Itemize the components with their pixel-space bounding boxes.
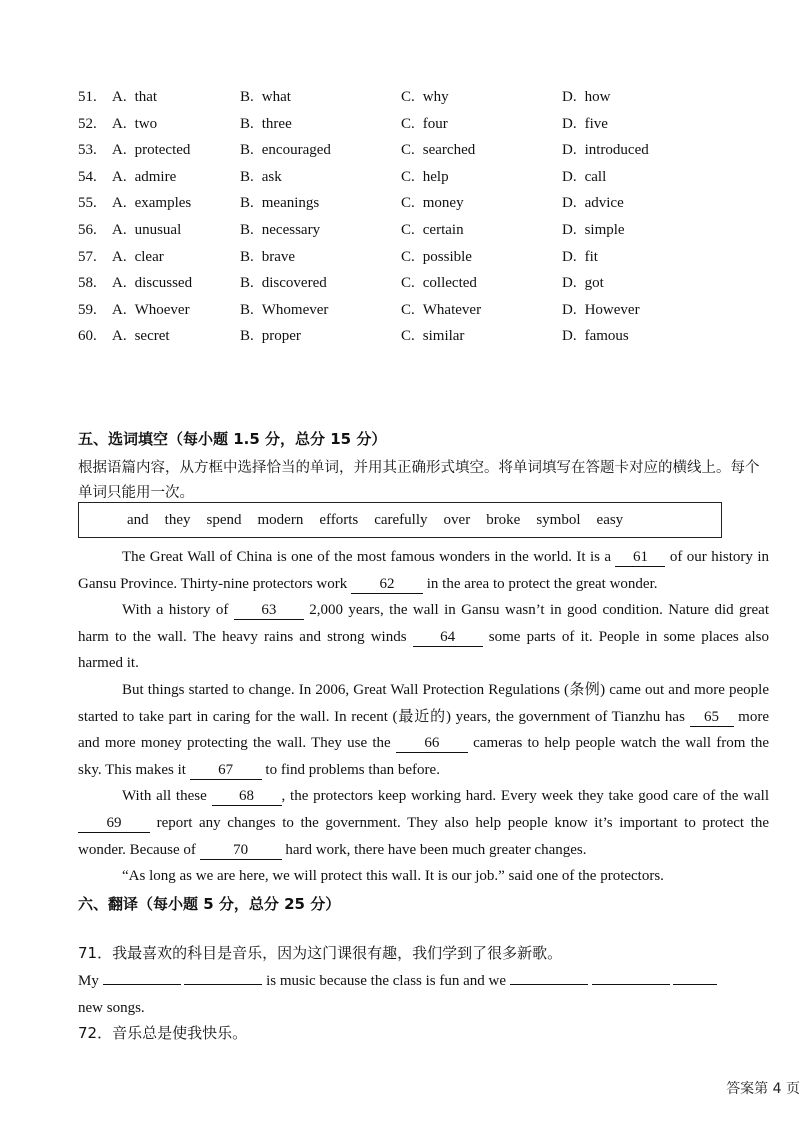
option-c[interactable] [401,244,472,271]
option-b[interactable] [240,217,320,244]
word-bank-item: modern [257,511,304,528]
option-c[interactable] [401,323,464,350]
passage-text: But things started to change. In 2006, Great Wall Protection Regulations (条例) came out and more people started to take part in caring for the wall. In recent (最近的) years, the government of Tianzhu has [78,681,769,725]
option-b[interactable] [240,270,327,297]
question-row [78,297,718,324]
option-a[interactable] [112,323,170,350]
passage-paragraph [78,597,769,677]
word-bank-item: and [127,511,149,528]
option-letter: B. [240,221,254,238]
option-text: encouraged [261,142,331,159]
q71-text-mid: is music because the class is fun and we [266,973,507,989]
question-row [78,244,718,271]
question-number: 54. [78,168,97,185]
word-bank-item: they [164,511,191,528]
passage-paragraph [78,544,769,597]
option-a[interactable] [112,190,191,217]
question-72-chinese: 72．音乐总是使我快乐。 [78,1024,248,1042]
option-letter: C. [401,115,415,132]
question-number: 60. [78,328,97,345]
option-letter: B. [240,275,254,292]
passage-text: some parts of it. People in some places also harmed it. [78,628,770,672]
option-letter: B. [240,328,254,345]
option-text: searched [422,142,476,159]
multiple-choice-options [78,84,718,350]
option-text: collected [422,275,477,292]
option-c[interactable] [401,137,475,164]
option-text: three [261,115,292,132]
option-text: got [584,275,604,292]
option-text: However [584,301,640,318]
option-text: protected [134,142,191,159]
blank-62[interactable]: 62 [351,575,423,594]
option-text: brave [261,248,296,265]
q71-text-end: new songs. [78,1000,145,1016]
option-text: what [261,89,291,105]
option-letter: D. [562,195,577,212]
question-row [78,84,718,111]
q71-text-start: My [78,973,99,989]
passage-text: in the area to protect the great wonder. [423,575,658,592]
option-letter: B. [240,195,254,212]
option-b[interactable] [240,111,292,138]
blank-63[interactable]: 63 [234,601,304,620]
option-text: introduced [584,142,649,159]
option-d[interactable] [562,84,610,111]
option-b[interactable] [240,164,282,191]
option-text: help [422,168,449,185]
option-text: certain [422,221,464,238]
question-number: 53. [78,142,97,159]
option-letter: C. [401,275,415,292]
passage-text: hard work, there have been much greater changes. [281,841,587,858]
word-bank-item: spend [206,511,242,528]
option-letter: D. [562,142,577,159]
option-c[interactable] [401,84,449,111]
option-letter: A. [112,328,127,345]
section6-title: 六、翻译（每小题 5 分，总分 25 分） [78,895,341,913]
option-b[interactable] [240,137,331,164]
blank-68[interactable]: 68 [212,787,282,806]
question-row [78,270,718,297]
option-b[interactable] [240,190,319,217]
word-bank-item: over [443,511,471,528]
option-letter: D. [562,301,577,318]
option-text: ask [261,168,282,185]
option-letter: C. [401,195,415,212]
blank-69[interactable]: 69 [78,814,150,833]
option-letter: B. [240,168,254,185]
question-number: 51. [78,89,97,105]
passage-paragraph [78,677,769,783]
word-bank-item: easy [596,511,624,528]
question-number: 55. [78,195,97,212]
word-bank-item: symbol [536,511,581,528]
answer-line[interactable] [510,969,588,985]
blank-66[interactable]: 66 [396,734,468,753]
page-footer: 答案第 4 页 [726,1081,800,1097]
passage-text: , the protectors keep working hard. Every week they take good care of the wall [281,788,769,805]
blank-70[interactable]: 70 [200,841,282,860]
option-text: Whoever [134,301,190,318]
passage-text: of our history in Gansu Province. Thirty-nine protectors work [78,549,769,592]
option-letter: B. [240,301,254,318]
option-letter: C. [401,142,415,159]
option-text: proper [261,328,301,345]
option-a[interactable] [112,84,157,111]
option-text: money [422,195,464,212]
option-text: why [422,89,449,105]
question-row [78,137,718,164]
option-letter: A. [112,142,127,159]
option-b[interactable] [240,84,291,111]
question-71-english [78,968,773,1022]
answer-line[interactable] [673,969,717,985]
answer-line[interactable] [103,969,181,985]
option-a[interactable] [112,111,157,138]
option-d[interactable] [562,111,608,138]
option-letter: C. [401,328,415,345]
option-letter: D. [562,221,577,238]
option-d[interactable] [562,217,625,244]
passage-text: The Great Wall of China is one of the most famous wonders in the world. It is a [122,549,616,565]
option-text: meanings [261,195,320,212]
word-bank-item: broke [486,511,521,528]
option-letter: D. [562,168,577,185]
question-number: 56. [78,221,97,238]
option-letter: D. [562,248,577,265]
word-bank-box [78,502,722,538]
option-text: admire [134,168,177,185]
option-text: that [134,89,158,105]
passage-paragraph: “As long as we are here, we will protect this wall. It is our job.” said one of the protectors. [122,868,664,885]
option-letter: A. [112,168,127,185]
option-a[interactable] [112,270,192,297]
option-text: unusual [134,221,182,238]
option-c[interactable] [401,111,448,138]
passage-text: With a history of [122,602,234,619]
question-number: 59. [78,301,97,318]
option-letter: B. [240,248,254,265]
question-row [78,217,718,244]
option-d[interactable] [562,137,649,164]
word-bank-item: efforts [319,511,359,528]
option-d[interactable] [562,270,604,297]
option-letter: C. [401,301,415,318]
option-letter: D. [562,275,577,292]
option-text: four [422,115,448,132]
question-row [78,323,718,350]
passage-text: 2,000 years, the wall in Gansu wasn’t in good condition. Nature did great harm to the wall. The heavy rains and strong winds [78,602,770,645]
option-c[interactable] [401,297,481,324]
option-letter: A. [112,221,127,238]
question-row [78,111,718,138]
option-d[interactable] [562,323,629,350]
option-b[interactable] [240,323,301,350]
option-c[interactable] [401,270,477,297]
question-row [78,190,718,217]
option-letter: A. [112,89,127,105]
cloze-passage [78,544,769,890]
option-text: five [584,115,608,132]
option-text: advice [584,195,624,212]
option-letter: A. [112,275,127,292]
passage-text: to find problems than before. [261,761,440,778]
option-d[interactable] [562,190,624,217]
option-text: clear [134,248,164,265]
option-letter: C. [401,221,415,238]
option-d[interactable] [562,297,640,324]
option-text: examples [134,195,192,212]
option-letter: C. [401,168,415,185]
option-letter: A. [112,195,127,212]
option-c[interactable] [401,217,464,244]
question-row [78,164,718,191]
option-text: fit [584,248,598,265]
option-letter: D. [562,89,577,105]
option-text: how [584,89,611,105]
option-text: Whatever [422,301,482,318]
option-letter: B. [240,115,254,132]
passage-text: With all these [122,788,212,805]
option-d[interactable] [562,164,606,191]
option-letter: B. [240,142,254,159]
passage-text: more and more money protecting the wall. They use the [78,708,769,752]
answer-line[interactable] [184,969,262,985]
question-71-chinese: 71．我最喜欢的科目是音乐，因为这门课很有趣，我们学到了很多新歌。 [78,944,563,962]
blank-65[interactable]: 65 [690,708,734,727]
option-text: similar [422,328,465,345]
option-text: discussed [134,275,193,292]
passage-text: report any changes to the government. They also help people know it’s important to protect the wonder. Because of [78,814,769,858]
blank-64[interactable]: 64 [413,628,483,647]
section5-title: 五、选词填空（每小题 1.5 分，总分 15 分） [78,430,387,448]
section5-instruction: 根据语篇内容，从方框中选择恰当的单词，并用其正确形式填空。将单词填写在答题卡对应的横线上。每个单词只能用一次。 [78,460,760,501]
question-number: 52. [78,115,97,132]
option-a[interactable] [112,217,181,244]
option-a[interactable] [112,297,190,324]
option-text: discovered [261,275,327,292]
option-b[interactable] [240,297,328,324]
option-c[interactable] [401,164,449,191]
word-bank-item: carefully [374,511,428,528]
option-letter: D. [562,328,577,345]
option-a[interactable] [112,244,164,271]
option-text: secret [134,328,170,345]
option-letter: C. [401,248,415,265]
option-letter: A. [112,115,127,132]
passage-paragraph [78,783,769,863]
blank-61[interactable]: 61 [615,548,665,567]
option-a[interactable] [112,137,190,164]
option-text: necessary [261,221,321,238]
option-text: call [584,168,607,185]
option-letter: A. [112,248,127,265]
option-text: simple [584,221,625,238]
option-text: famous [584,328,629,345]
answer-line[interactable] [592,969,670,985]
option-c[interactable] [401,190,464,217]
question-number: 57. [78,248,97,265]
option-text: Whomever [261,301,329,318]
option-text: possible [422,248,472,265]
option-letter: C. [401,89,415,105]
passage-text: cameras to help people watch the wall from the sky. This makes it [78,735,770,778]
option-letter: B. [240,89,254,105]
option-letter: A. [112,301,127,318]
option-a[interactable] [112,164,176,191]
blank-67[interactable]: 67 [190,761,262,780]
question-number: 58. [78,275,97,292]
option-d[interactable] [562,244,598,271]
option-text: two [134,115,158,132]
option-b[interactable] [240,244,295,271]
option-letter: D. [562,115,577,132]
